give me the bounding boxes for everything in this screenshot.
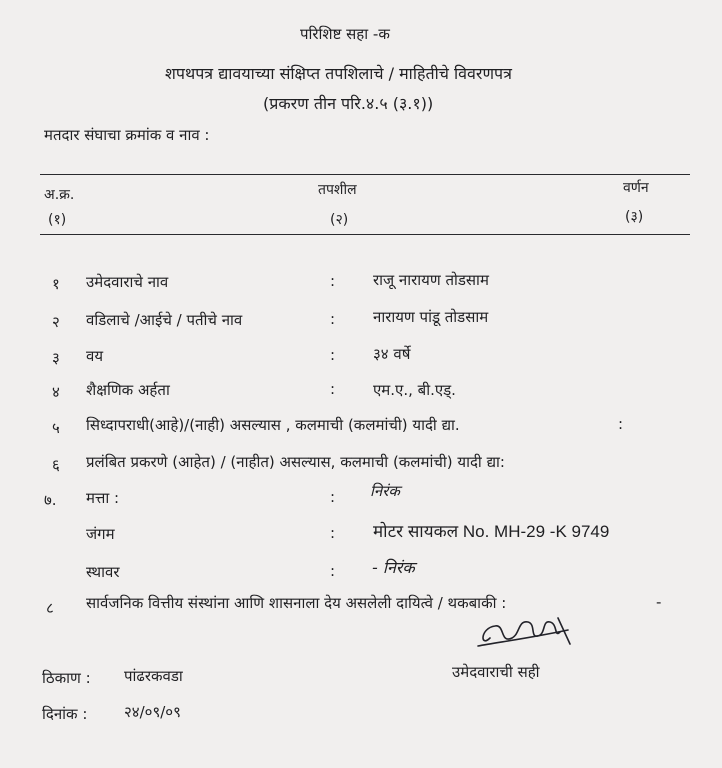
row-label: शैक्षणिक अर्हता xyxy=(86,381,170,399)
row-number: ३ xyxy=(52,349,60,367)
place-label: ठिकाण : xyxy=(42,669,91,687)
row-separator: : xyxy=(330,562,336,580)
row-label: जंगम xyxy=(86,525,115,543)
column-number-serial: (१) xyxy=(48,212,67,228)
row-number: २ xyxy=(52,313,60,331)
row-separator: : xyxy=(330,380,336,398)
row-separator: : xyxy=(618,415,624,433)
constituency-label: मतदार संघाचा क्रमांक व नाव : xyxy=(44,126,210,144)
appendix-heading: परिशिष्ट सहा -क xyxy=(300,25,390,43)
row-number: ४ xyxy=(52,383,60,401)
candidate-signature xyxy=(470,608,580,662)
row-label: वय xyxy=(86,347,104,365)
row-value: एम.ए., बी.एड्. xyxy=(373,381,456,399)
row-separator: : xyxy=(330,310,336,328)
column-heading-details: तपशील xyxy=(318,182,357,198)
row-separator: : xyxy=(330,488,336,506)
date-value: २४/०९/०९ xyxy=(124,703,181,721)
row-number: ६ xyxy=(52,456,60,474)
handwritten-nil-immovable: - निरंक xyxy=(372,558,415,577)
row-value: ३४ वर्षे xyxy=(373,345,411,363)
row-value: मोटर सायकल No. MH-29 -K 9749 xyxy=(373,522,610,541)
row-label: उमेदवाराचे नाव xyxy=(86,273,169,291)
row-label: स्थावर xyxy=(86,563,120,581)
row-label: वडिलाचे /आईचे / पतीचे नाव xyxy=(86,311,243,329)
handwritten-nil-assets: निरंक xyxy=(370,482,400,500)
row-value: राजू नारायण तोडसाम xyxy=(373,271,489,289)
column-heading-serial: अ.क्र. xyxy=(44,187,75,203)
row-number: १ xyxy=(52,275,60,293)
row-separator: : xyxy=(330,346,336,364)
column-number-details: (२) xyxy=(330,212,349,228)
table-top-rule xyxy=(40,174,690,175)
document-subtitle: (प्रकरण तीन परि.४.५ (३.१)) xyxy=(263,94,434,113)
row-separator: : xyxy=(330,524,336,542)
row-number: ५ xyxy=(52,419,60,437)
row-value: नारायण पांडू तोडसाम xyxy=(373,308,489,326)
row-label: सिध्दापराधी(आहे)/(नाही) असल्यास , कलमाची (कलमांची) यादी द्या. xyxy=(86,416,460,434)
row-separator: : xyxy=(330,272,336,290)
signature-label: उमेदवाराची सही xyxy=(452,663,540,681)
date-label: दिनांक : xyxy=(42,705,88,723)
row-number: ८ xyxy=(46,599,54,617)
document-title: शपथपत्र द्यावयाच्या संक्षिप्त तपशिलाचे / माहितीचे विवरणपत्र xyxy=(165,64,512,83)
column-number-description: (३) xyxy=(625,209,644,225)
row-number: ७. xyxy=(44,491,57,509)
place-value: पांढरकवडा xyxy=(124,667,183,685)
column-heading-description: वर्णन xyxy=(623,180,649,196)
table-bottom-rule xyxy=(40,234,690,235)
row-label: सार्वजनिक वित्तीय संस्थांना आणि शासनाला देय असलेली दायित्वे / थकबाकी : xyxy=(86,594,507,612)
row-label: प्रलंबित प्रकरणे (आहेत) / (नाहीत) असल्यास, कलमाची (कलमांची) यादी द्या: xyxy=(86,453,505,471)
row-value: - xyxy=(656,593,662,611)
row-label: मत्ता : xyxy=(86,489,120,507)
